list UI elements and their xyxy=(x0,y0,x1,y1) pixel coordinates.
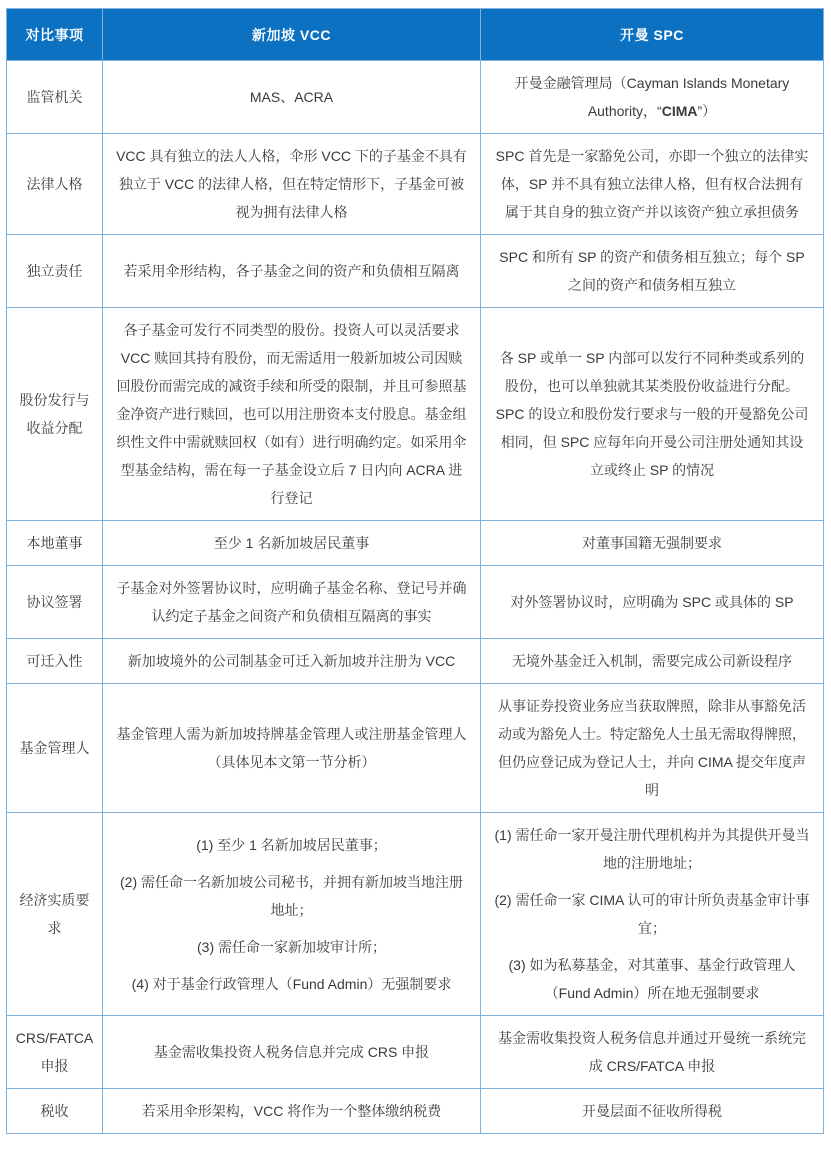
cell-paragraph: 子基金对外签署协议时，应明确子基金名称、登记号并确认约定子基金之间资产和负债相互隔离的事实 xyxy=(116,580,467,624)
cell-paragraph: 若采用伞形架构，VCC 将作为一个整体缴纳税费 xyxy=(141,1103,442,1119)
header-cell-item: 对比事项 xyxy=(7,9,103,61)
cell-paragraph: 无境外基金迁入机制，需要完成公司新设程序 xyxy=(512,653,792,669)
row-label-cell xyxy=(7,684,103,813)
cell-paragraph: 可迁入性 xyxy=(26,653,83,669)
cell-paragraph: 各子基金可发行不同类型的股份。投资人可以灵活要求 VCC 赎回其持有股份，而无需适用一般新加坡公司因赎回股份而需完成的减资手续和所受的限制，并且可参照基金净资产进行赎回，也可以用注册资本支付股息。基金组织性文件中需就赎回权（如有）进行明确约定。如采用伞型基金结构，需在每一子基金设立后 7 日内向 ACRA 进行登记 xyxy=(116,322,467,506)
vcc-cell xyxy=(103,1016,481,1089)
table-row xyxy=(7,566,824,639)
table-row xyxy=(7,134,824,235)
table-row xyxy=(7,521,824,566)
cell-paragraph: VCC 具有独立的法人人格，伞形 VCC 下的子基金不具有独立于 VCC 的法律人格，但在特定情形下，子基金可被视为拥有法律人格 xyxy=(116,148,467,220)
table-row xyxy=(7,308,824,521)
vcc-cell xyxy=(103,235,481,308)
cell-paragraph: 至少 1 名新加坡居民董事 xyxy=(213,535,370,551)
cell-paragraph: (3) 需任命一家新加坡审计所； xyxy=(197,938,386,955)
cell-paragraph: 开曼层面不征收所得税 xyxy=(582,1103,722,1119)
vcc-cell xyxy=(103,308,481,521)
table-body xyxy=(7,61,824,1134)
cell-paragraph: SPC 首先是一家豁免公司，亦即一个独立的法律实体，SP 并不具有独立法律人格，但有权合法拥有属于其自身的独立资产并以该资产独立承担债务 xyxy=(495,148,809,220)
table-header xyxy=(7,9,824,61)
cell-paragraph: 基金需收集投资人税务信息并通过开曼统一系统完成 CRS/FATCA 申报 xyxy=(498,1030,806,1074)
table-row xyxy=(7,813,824,1016)
cell-paragraph: SPC 和所有 SP 的资产和债务相互独立；每个 SP 之间的资产和债务相互独立 xyxy=(499,249,805,293)
cell-paragraph: 新加坡境外的公司制基金可迁入新加坡并注册为 VCC xyxy=(127,653,456,669)
spc-cell xyxy=(481,134,824,235)
row-label-cell xyxy=(7,61,103,134)
row-label-cell xyxy=(7,521,103,566)
cell-paragraph: CRS/FATCA 申报 xyxy=(15,1030,94,1074)
cell-paragraph: 经济实质要求 xyxy=(19,892,90,936)
cell-paragraph: (2) 需任命一家 CIMA 认可的审计所负责基金审计事宜； xyxy=(494,892,810,936)
row-label-cell xyxy=(7,1016,103,1089)
vcc-cell xyxy=(103,134,481,235)
vcc-cell xyxy=(103,684,481,813)
cell-paragraph: 法律人格 xyxy=(26,176,83,192)
vcc-cell xyxy=(103,639,481,684)
spc-cell xyxy=(481,566,824,639)
cell-paragraph: 协议签署 xyxy=(26,594,83,610)
spc-cell xyxy=(481,235,824,308)
header-cell-vcc: 新加坡 VCC xyxy=(103,9,481,61)
table-row xyxy=(7,235,824,308)
spc-cell xyxy=(481,61,824,134)
cell-paragraph: 开曼金融管理局（Cayman Islands Monetary Authority，“CIMA”） xyxy=(514,75,790,119)
spc-cell xyxy=(481,639,824,684)
cell-paragraph: 股份发行与收益分配 xyxy=(19,392,90,436)
cell-paragraph: (2) 需任命一名新加坡公司秘书，并拥有新加坡当地注册地址； xyxy=(120,873,463,918)
table-row xyxy=(7,1016,824,1089)
spc-cell xyxy=(481,521,824,566)
row-label-cell xyxy=(7,566,103,639)
spc-cell xyxy=(481,1089,824,1134)
spc-cell xyxy=(481,1016,824,1089)
row-label-cell xyxy=(7,134,103,235)
table-row xyxy=(7,684,824,813)
cell-paragraph: (4) 对于基金行政管理人（Fund Admin）无强制要求 xyxy=(131,975,452,992)
cell-paragraph: 基金管理人 xyxy=(19,740,90,756)
cell-paragraph: 监管机关 xyxy=(26,89,83,105)
cell-paragraph: (3) 如为私募基金，对其董事、基金行政管理人（Fund Admin）所在地无强制要求 xyxy=(508,957,796,1001)
vcc-cell xyxy=(103,1089,481,1134)
vcc-cell xyxy=(103,61,481,134)
row-label-cell xyxy=(7,813,103,1016)
cell-paragraph: 税收 xyxy=(40,1103,69,1119)
cell-paragraph: (1) 至少 1 名新加坡居民董事； xyxy=(196,836,387,853)
table-row xyxy=(7,639,824,684)
cell-paragraph: 基金管理人需为新加坡持牌基金管理人或注册基金管理人（具体见本文第一节分析） xyxy=(116,726,467,770)
header-row xyxy=(7,9,824,61)
cell-paragraph: 对董事国籍无强制要求 xyxy=(582,535,722,551)
cell-paragraph: 若采用伞形结构，各子基金之间的资产和负债相互隔离 xyxy=(123,263,460,279)
row-label-cell xyxy=(7,235,103,308)
row-label-cell xyxy=(7,639,103,684)
cell-paragraph: 各 SP 或单一 SP 内部可以发行不同种类或系列的股份，也可以单独就其某类股份收益进行分配。SPC 的设立和股份发行要求与一般的开曼豁免公司相同，但 SPC 应每年向开曼公司注册处通知其设立或终止 SP 的情况 xyxy=(495,350,809,478)
cell-paragraph: (1) 需任命一家开曼注册代理机构并为其提供开曼当地的注册地址； xyxy=(494,827,810,871)
bold-text: CIMA xyxy=(661,103,698,119)
cell-paragraph: 从事证券投资业务应当获取牌照，除非从事豁免活动或为豁免人士。特定豁免人士虽无需取得牌照，但仍应登记成为登记人士，并向 CIMA 提交年度声明 xyxy=(497,698,806,798)
spc-cell xyxy=(481,684,824,813)
vcc-cell xyxy=(103,566,481,639)
header-cell-spc: 开曼 SPC xyxy=(481,9,824,61)
row-label-cell xyxy=(7,1089,103,1134)
vcc-cell xyxy=(103,521,481,566)
table-row xyxy=(7,61,824,134)
cell-paragraph: 本地董事 xyxy=(26,535,83,551)
cell-paragraph: 基金需收集投资人税务信息并完成 CRS 申报 xyxy=(153,1044,430,1060)
cell-paragraph: 对外签署协议时，应明确为 SPC 或具体的 SP xyxy=(510,594,794,610)
row-label-cell xyxy=(7,308,103,521)
comparison-table xyxy=(6,8,824,1134)
vcc-cell xyxy=(103,813,481,1016)
spc-cell xyxy=(481,308,824,521)
spc-cell xyxy=(481,813,824,1016)
cell-paragraph: 独立责任 xyxy=(26,263,83,279)
cell-paragraph: MAS、ACRA xyxy=(249,89,334,105)
table-row xyxy=(7,1089,824,1134)
